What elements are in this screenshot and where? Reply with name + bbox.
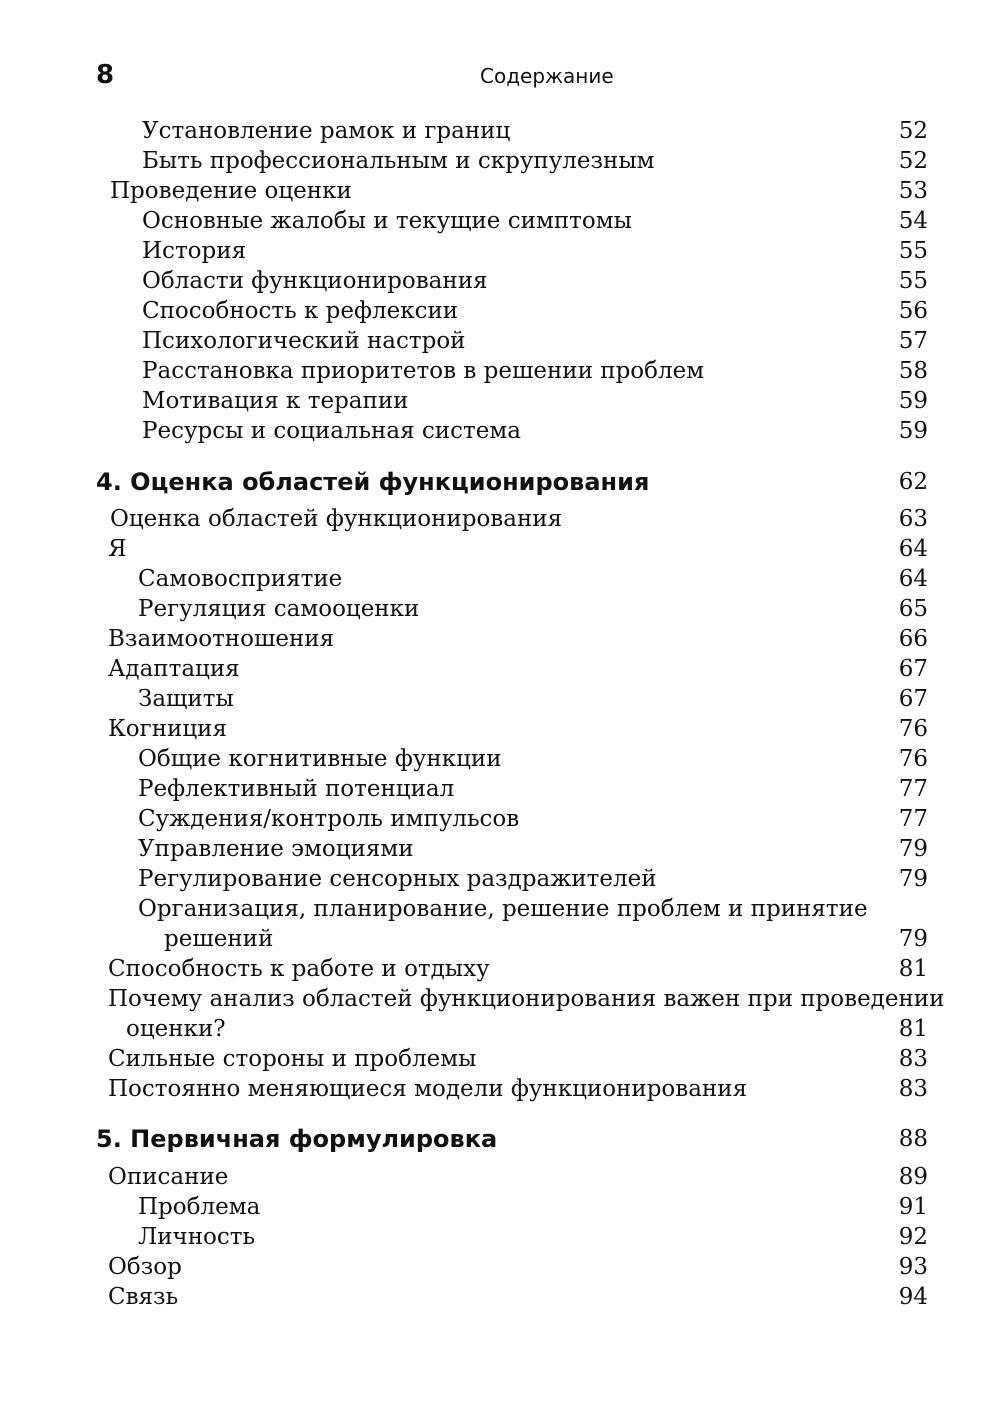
toc-entry-title: Защиты	[138, 686, 234, 712]
toc-entry-title: Проведение оценки	[110, 178, 352, 204]
toc-entry-page: 77	[898, 806, 928, 832]
chapter-page: 62	[898, 469, 928, 495]
toc-entry-page: 81	[898, 956, 928, 982]
toc-entry-page: 65	[898, 596, 928, 622]
toc-entry-title-continued: оценки?	[126, 1016, 226, 1042]
toc-entry-page: 59	[898, 388, 928, 414]
toc-entry-page: 67	[898, 686, 928, 712]
toc-entry-title: Основные жалобы и текущие симптомы	[142, 208, 632, 234]
toc-entry-page: 89	[898, 1164, 928, 1190]
toc-entry-page: 81	[898, 1016, 928, 1042]
page-number: 8	[96, 60, 115, 90]
toc-entry-title: Почему анализ областей функционирования важен при проведении	[108, 986, 945, 1012]
toc-entry-title: Регулирование сенсорных раздражителей	[138, 866, 657, 892]
toc-entry-page: 83	[898, 1046, 928, 1072]
toc-entry-title-continued: решений	[164, 926, 274, 952]
toc-entry-title: Быть профессиональным и скрупулезным	[142, 148, 655, 174]
toc-entry-title: Организация, планирование, решение проблем и принятие	[138, 896, 868, 922]
toc-entry-page: 52	[898, 148, 928, 174]
toc-entry-page: 93	[898, 1254, 928, 1280]
toc-entry-title: Суждения/контроль импульсов	[138, 806, 520, 832]
chapter-page: 88	[898, 1126, 928, 1152]
toc-entry-title: Регуляция самооценки	[138, 596, 420, 622]
toc-entry-title: Обзор	[108, 1254, 182, 1280]
running-title: Содержание	[480, 64, 614, 88]
toc-entry-title: Сильные стороны и проблемы	[108, 1046, 477, 1072]
toc-entry-page: 91	[898, 1194, 928, 1220]
toc-entry-title: Связь	[108, 1284, 179, 1310]
toc-entry-page: 63	[898, 506, 928, 532]
toc-entry-page: 79	[898, 836, 928, 862]
toc-entry-page: 77	[898, 776, 928, 802]
toc-entry-title: Описание	[108, 1164, 229, 1190]
toc-entry-title: Мотивация к терапии	[142, 388, 409, 414]
toc-entry-page: 83	[898, 1076, 928, 1102]
toc-entry-title: Адаптация	[108, 656, 240, 682]
toc-entry-page: 53	[898, 178, 928, 204]
toc-entry-title: Психологический настрой	[142, 328, 466, 354]
toc-entry-title: Когниция	[108, 716, 227, 742]
toc-entry-page: 92	[898, 1224, 928, 1250]
toc-entry-page: 64	[898, 566, 928, 592]
toc-entry-page: 94	[898, 1284, 928, 1310]
toc-entry-page: 58	[898, 358, 928, 384]
toc-entry-page: 64	[898, 536, 928, 562]
toc-entry-title: Способность к работе и отдыху	[108, 956, 490, 982]
toc-entry-title: Постоянно меняющиеся модели функционирования	[108, 1076, 748, 1102]
toc-entry-title: Управление эмоциями	[138, 836, 414, 862]
toc-entry-title: Ресурсы и социальная система	[142, 418, 521, 444]
toc-entry-page: 55	[898, 238, 928, 264]
toc-entry-title: Проблема	[138, 1194, 261, 1220]
toc-entry-page: 56	[898, 298, 928, 324]
toc-entry-title: Рефлективный потенциал	[138, 776, 455, 802]
toc-entry-page: 54	[898, 208, 928, 234]
toc-entry-page: 67	[898, 656, 928, 682]
toc-entry-page: 55	[898, 268, 928, 294]
toc-entry-title: История	[142, 238, 247, 264]
toc-entry-page: 76	[898, 716, 928, 742]
toc-entry-page: 52	[898, 118, 928, 144]
toc-entry-title: Самовосприятие	[138, 566, 343, 592]
toc-entry-title: Оценка областей функционирования	[110, 506, 563, 532]
toc-entry-title: Области функционирования	[142, 268, 488, 294]
toc-entry-page: 66	[898, 626, 928, 652]
toc-entry-title: Общие когнитивные функции	[138, 746, 502, 772]
chapter-title: 4. Оценка областей функционирования	[96, 468, 650, 496]
toc-entry-page: 79	[898, 866, 928, 892]
toc-entry-title: Способность к рефлексии	[142, 298, 459, 324]
toc-entry-title: Личность	[138, 1224, 256, 1250]
chapter-title: 5. Первичная формулировка	[96, 1125, 498, 1153]
toc-entry-title: Установление рамок и границ	[142, 118, 511, 144]
toc-entry-page: 57	[898, 328, 928, 354]
toc-entry-title: Расстановка приоритетов в решении проблем	[142, 358, 705, 384]
toc-entry-page: 76	[898, 746, 928, 772]
toc-entry-page: 59	[898, 418, 928, 444]
toc-entry-page: 79	[898, 926, 928, 952]
toc-entry-title: Взаимоотношения	[108, 626, 335, 652]
toc-entry-title: Я	[108, 536, 127, 562]
